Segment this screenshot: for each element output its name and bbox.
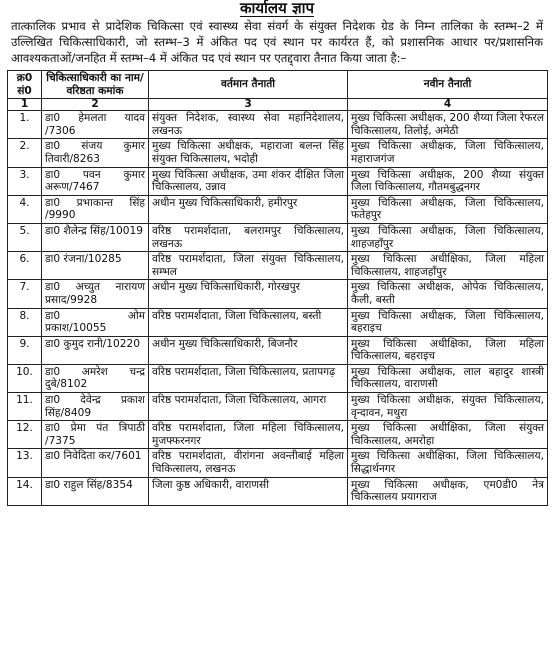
current-posting-cell: अधीन मुख्य चिकित्साधिकारी, बिजनौर [149, 336, 348, 364]
new-posting-cell: मुख्य चिकित्सा अधीक्षक, लाल बहादुर शास्त्री चिकित्सालय, वाराणसी [348, 364, 548, 392]
officer-name-cell: डा0 प्रेमा पंत त्रिपाठी /7375 [42, 421, 149, 449]
officer-name-cell: डा0 ओम प्रकाश/10055 [42, 308, 149, 336]
officer-name-cell: डा0 निवेदिता कर/7601 [42, 449, 149, 477]
officer-name-cell: डा0 संजय कुमार तिवारी/8263 [42, 139, 149, 167]
officer-name-cell: डा0 अच्युत नारायण प्रसाद/9928 [42, 280, 149, 308]
current-posting-cell: वरिष्ठ परामर्शदाता, जिला चिकित्सालय, प्रतापगढ़ [149, 364, 348, 392]
table-row [8, 308, 548, 336]
new-posting-cell: मुख्य चिकित्सा अधीक्षक, 200 शैय्या संयुक्त जिला चिकित्सालय, गौतमबुद्धनगर [348, 167, 548, 195]
current-posting-cell: वरिष्ठ परामर्शदाता, बलरामपुर चिकित्सालय, लखनऊ [149, 223, 348, 251]
new-posting-cell: मुख्य चिकित्सा अधीक्षक, एम0डी0 नेत्र चिकित्सालय प्रयागराज [348, 477, 548, 505]
current-posting-cell: मुख्य चिकित्सा अधीक्षक, महाराजा बलन्त सिंह संयुक्त चिकित्सालय, भदोही [149, 139, 348, 167]
table-row [8, 336, 548, 364]
current-posting-cell: अधीन मुख्य चिकित्साधिकारी, हमीरपुर [149, 195, 348, 223]
new-posting-cell: मुख्य चिकित्सा अधीक्षक, संयुक्त चिकित्सालय, वृन्दावन, मथुरा [348, 393, 548, 421]
serial-number-cell: 2. [8, 139, 42, 167]
officer-name-cell: डा0 देवेन्द्र प्रकाश सिंह/8409 [42, 393, 149, 421]
header-officer-name: चिकित्साधिकारी का नाम/वरिष्ठता कमांक [42, 71, 149, 99]
serial-number-cell: 11. [8, 393, 42, 421]
table-body [8, 111, 548, 506]
current-posting-cell: मुख्य चिकित्सा अधीक्षक, उमा शंकर दीक्षित जिला चिकित्सालय, उन्नाव [149, 167, 348, 195]
serial-number-cell: 14. [8, 477, 42, 505]
officer-name-cell: डा0 प्रभाकान्त सिंह /9990 [42, 195, 149, 223]
officer-name-cell: डा0 कुमुद रानी/10220 [42, 336, 149, 364]
intro-paragraph: तात्कालिक प्रभाव से प्रादेशिक चिकित्सा एवं स्वास्थ्य सेवा संवर्ग के संयुक्त निदेशक ग्रेड के निम्न तालिका के स्तम्भ–2 में उल्लिखित चिकित्साधिकारी, जो स्तम्भ–3 में अंकित पद एवं स्थान पर कार्यरत हैं, को प्रशासनिक आधार पर/प्रशासनिक आवश्यकताओं/जनहित में स्तम्भ–4 में अंकित पद एवं स्थान पर एतद्द्वारा तैनात किया जाता है:– [11, 19, 543, 65]
officer-name-cell: डा0 अमरेश चन्द्र दुबे/8102 [42, 364, 149, 392]
current-posting-cell: अधीन मुख्य चिकित्साधिकारी, गोरखपुर [149, 280, 348, 308]
table-row [8, 421, 548, 449]
new-posting-cell: मुख्य चिकित्सा अधीक्षिका, जिला चिकित्सालय, सिद्धार्थनगर [348, 449, 548, 477]
current-posting-cell: संयुक्त निदेशक, स्वास्थ्य सेवा महानिदेशालय, लखनऊ [149, 111, 348, 139]
serial-number-cell: 12. [8, 421, 42, 449]
header-current-posting: वर्तमान तैनाती [149, 71, 348, 99]
serial-number-cell: 8. [8, 308, 42, 336]
table-row [8, 223, 548, 251]
column-number: 3 [149, 99, 348, 111]
new-posting-cell: मुख्य चिकित्सा अधीक्षक, जिला चिकित्सालय, महाराजगंज [348, 139, 548, 167]
current-posting-cell: वरिष्ठ परामर्शदाता, जिला महिला चिकित्सालय, मुजफ्फरनगर [149, 421, 348, 449]
officer-name-cell: डा0 शैलेन्द्र सिंह/10019 [42, 223, 149, 251]
new-posting-cell: मुख्य चिकित्सा अधीक्षक, जिला चिकित्सालय, फतेहपुर [348, 195, 548, 223]
column-number: 1 [8, 99, 42, 111]
table-row [8, 393, 548, 421]
table-row [8, 167, 548, 195]
header-new-posting: नवीन तैनाती [348, 71, 548, 99]
serial-number-cell: 5. [8, 223, 42, 251]
new-posting-cell: मुख्य चिकित्सा अधीक्षक, जिला चिकित्सालय, शाहजहाँपुर [348, 223, 548, 251]
current-posting-cell: वरिष्ठ परामर्शदाता, जिला चिकित्सालय, आगरा [149, 393, 348, 421]
serial-number-cell: 4. [8, 195, 42, 223]
table-row [8, 252, 548, 280]
serial-number-cell: 6. [8, 252, 42, 280]
new-posting-cell: मुख्य चिकित्सा अधीक्षिका, जिला महिला चिकित्सालय, शाहजहाँपुर [348, 252, 548, 280]
current-posting-cell: वरिष्ठ परामर्शदाता, जिला संयुक्त चिकित्सालय, सम्भल [149, 252, 348, 280]
table-row [8, 449, 548, 477]
officer-name-cell: डा0 रंजना/10285 [42, 252, 149, 280]
current-posting-cell: जिला कुष्ठ अधिकारी, वाराणसी [149, 477, 348, 505]
new-posting-cell: मुख्य चिकित्सा अधीक्षक, 200 शैय्या जिला रेफरल चिकित्सालय, तिलोई, अमेठी [348, 111, 548, 139]
table-row [8, 139, 548, 167]
current-posting-cell: वरिष्ठ परामर्शदाता, वीरांगना अवन्तीबाई महिला चिकित्सालय, लखनऊ [149, 449, 348, 477]
serial-number-cell: 7. [8, 280, 42, 308]
serial-number-cell: 9. [8, 336, 42, 364]
officer-name-cell: डा0 हेमलता यादव /7306 [42, 111, 149, 139]
table-row [8, 111, 548, 139]
table-header-row [8, 71, 548, 99]
new-posting-cell: मुख्य चिकित्सा अधीक्षक, जिला चिकित्सालय, बहराइच [348, 308, 548, 336]
table-row [8, 195, 548, 223]
officer-name-cell: डा0 पवन कुमार अरूण/7467 [42, 167, 149, 195]
new-posting-cell: मुख्य चिकित्सा अधीक्षिका, जिला संयुक्त चिकित्सालय, अमरोहा [348, 421, 548, 449]
column-number: 2 [42, 99, 149, 111]
header-serial: क्र0 सं0 [8, 71, 42, 99]
table-row [8, 477, 548, 505]
document-title: कार्यालय ज्ञाप [239, 0, 315, 17]
officer-name-cell: डा0 राहुल सिंह/8354 [42, 477, 149, 505]
current-posting-cell: वरिष्ठ परामर्शदाता, जिला चिकित्सालय, बस्ती [149, 308, 348, 336]
serial-number-cell: 13. [8, 449, 42, 477]
serial-number-cell: 10. [8, 364, 42, 392]
column-number-row [8, 99, 548, 111]
new-posting-cell: मुख्य चिकित्सा अधीक्षक, ओपेक चिकित्सालय, कैली, बस्ती [348, 280, 548, 308]
new-posting-cell: मुख्य चिकित्सा अधीक्षिका, जिला महिला चिकित्सालय, बहराइच [348, 336, 548, 364]
table-row [8, 364, 548, 392]
serial-number-cell: 1. [8, 111, 42, 139]
column-number: 4 [348, 99, 548, 111]
table-row [8, 280, 548, 308]
transfer-table [7, 70, 548, 506]
serial-number-cell: 3. [8, 167, 42, 195]
